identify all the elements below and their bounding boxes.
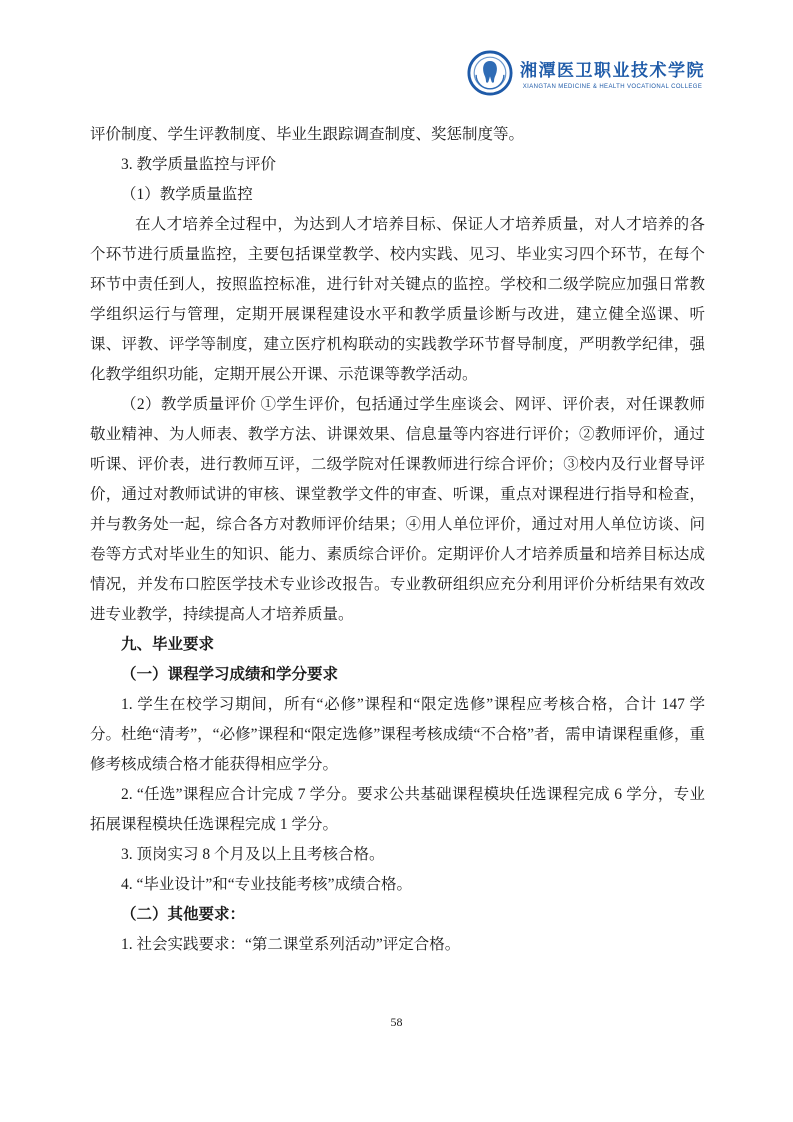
- college-emblem-icon: [467, 50, 513, 101]
- paragraph-graduation-design-requirement: 4. “毕业设计”和“专业技能考核”成绩合格。: [121, 876, 413, 893]
- paragraph-quality-monitoring-body: 在人才培养全过程中，为达到人才培养目标、保证人才培养质量，对人才培养的各个环节进行质量监控，主要包括课堂教学、校内实践、见习、毕业实习四个环节，在每个环节中责任到人，按照监控标准，进行针对关键点的监控。学校和二级学院应加强日常教学组织运行与管理，定期开展课程建设水平和教学质量诊断与改进，建立健全巡课、听课、评教、评学等制度，建立医疗机构联动的实践教学环节督导制度，严明教学纪律，强化教学组织功能，定期开展公开课、示范课等教学活动。: [90, 216, 705, 383]
- subheading-other-requirements: （二）其他要求：: [121, 906, 246, 923]
- college-name-cn: 湘潭医卫职业技术学院: [520, 61, 705, 81]
- page-number: 58: [390, 1015, 403, 1029]
- paragraph-credit-requirement-1: 1. 学生在校学习期间，所有“必修”课程和“限定选修”课程应考核合格，合计 147 学分。杜绝“清考”，“必修”课程和“限定选修”课程考核成绩“不合格”者，需申请课程重修，重修考核成绩合格才能获得相应学分。: [90, 696, 705, 773]
- college-logo-text: [520, 61, 705, 89]
- subheading-course-grades-credits: （一）课程学习成绩和学分要求: [121, 666, 339, 683]
- heading-graduation-requirements: 九、毕业要求: [121, 636, 215, 653]
- document-body: [90, 120, 705, 960]
- paragraph-evaluation-systems: 评价制度、学生评教制度、毕业生跟踪调查制度、奖惩制度等。: [90, 126, 525, 143]
- heading-teaching-quality-monitoring-evaluation: 3. 教学质量监控与评价: [121, 156, 277, 173]
- subheading-teaching-quality-monitoring: （1）教学质量监控: [121, 186, 253, 203]
- college-name-en: XIANGTAN MEDICINE & HEALTH VOCATIONAL COLLEGE: [522, 83, 703, 90]
- paragraph-internship-requirement: 3. 顶岗实习 8 个月及以上且考核合格。: [121, 846, 385, 863]
- paragraph-credit-requirement-2: 2. “任选”课程应合计完成 7 学分。要求公共基础课程模块任选课程完成 6 学分，专业拓展课程模块任选课程完成 1 学分。: [90, 786, 705, 833]
- college-logo: [467, 50, 705, 101]
- paragraph-social-practice-requirement: 1. 社会实践要求：“第二课堂系列活动”评定合格。: [121, 936, 461, 953]
- paragraph-quality-evaluation-body: （2）教学质量评价 ①学生评价，包括通过学生座谈会、网评、评价表，对任课教师敬业精神、为人师表、教学方法、讲课效果、信息量等内容进行评价；②教师评价，通过听课、评价表，进行教师互评，二级学院对任课教师进行综合评价；③校内及行业督导评价，通过对教师试讲的审核、课堂教学文件的审查、听课，重点对课程进行指导和检查，并与教务处一起，综合各方对教师评价结果；④用人单位评价，通过对用人单位访谈、问卷等方式对毕业生的知识、能力、素质综合评价。定期评价人才培养质量和培养目标达成情况，并发布口腔医学技术专业诊改报告。专业教研组织应充分利用评价分析结果有效改进专业教学，持续提高人才培养质量。: [90, 396, 705, 623]
